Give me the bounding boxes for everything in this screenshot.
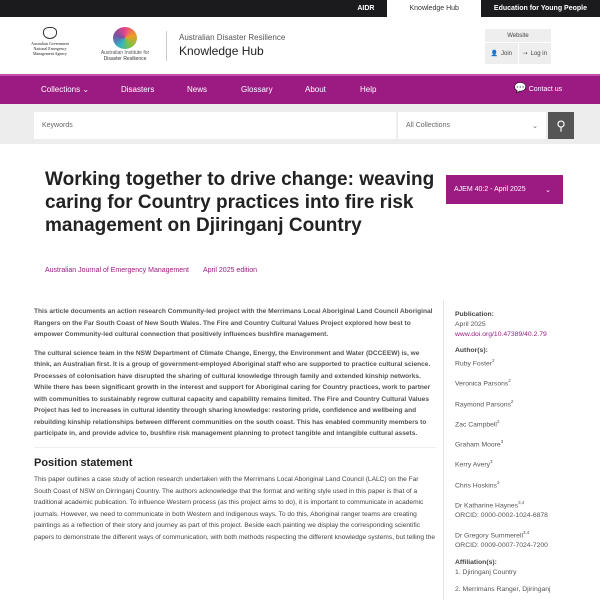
chevron-down-icon: ⌄: [82, 85, 90, 94]
aidr-line2: Disaster Resilience: [103, 56, 147, 62]
coat-of-arms-icon: [43, 27, 57, 39]
nav-help[interactable]: Help: [360, 85, 377, 94]
affiliation-item: 1. Djiringanj Country: [455, 569, 517, 577]
author-name: Veronica Parsons: [455, 380, 509, 388]
author-item[interactable]: [455, 478, 600, 491]
header-divider: [166, 31, 167, 61]
author-item[interactable]: [455, 356, 600, 369]
author-orcid: ORCID: 0000-0002-1024-6878: [455, 512, 548, 520]
sidebar-divider: [443, 300, 444, 600]
login-button[interactable]: [518, 43, 552, 64]
author-name: Raymond Parsons: [455, 400, 511, 408]
search-icon: ⚲: [556, 117, 566, 133]
top-bar: [0, 0, 600, 17]
abstract-paragraph: The cultural science team in the NSW Department of Climate Change, Energy, the Environment and Water (DCCEEW) is, we think, an Australian first. It is a group of government-employed Aboriginal staff who are supported to practice cultural science. Processes of colonisation have disrupted the sharing of cultural knowledge through family and extended kinship networks. While there has been significant growth in the interest and support for Aboriginal caring for Country practices, work to partner with communities to sustainably regrow cultural capacity and capability remains limited. The Fire and Country Cultural Values Project has led to increases in cultural identity through sharing knowledge: restoring pride, confidence and wellbeing and rebuilding kinship relationships between different communities on the south coast. This has enabled community members to participate in, and provide advice to, bushfire risk management planning to protect tangible and intangible cultural assets.: [34, 349, 431, 437]
author-name: Kerry Avery: [455, 461, 491, 469]
section-heading: Position statement: [34, 456, 133, 469]
author-item[interactable]: [455, 376, 600, 389]
author-affiliation-sup: 2: [508, 378, 511, 384]
aidr-line1: Australian Institute for: [100, 50, 150, 56]
join-button[interactable]: [485, 43, 518, 64]
search-bar: [0, 104, 600, 144]
author-affiliation-sup: 3,4: [518, 499, 525, 505]
site-subtitle: Australian Disaster Resilience: [179, 33, 286, 42]
contact-label: Contact us: [528, 86, 563, 93]
author-affiliation-sup: 3: [496, 479, 500, 485]
keywords-input[interactable]: Keywords: [34, 112, 396, 139]
chat-icon: 💬: [514, 83, 527, 94]
author-affiliation-sup: 3: [490, 459, 493, 465]
doi-link[interactable]: www.doi.org/10.47389/40.2.79: [455, 331, 547, 338]
author-orcid: ORCID: 0009-0007-7024-7200: [455, 542, 548, 550]
author-item[interactable]: [455, 457, 600, 470]
gov-line1: Australian Government: [31, 41, 69, 46]
nav-glossary[interactable]: Glossary: [241, 85, 273, 94]
chevron-down-icon: ⌄: [532, 123, 538, 130]
site-header: [0, 17, 600, 74]
author-affiliation-sup: 2: [492, 358, 495, 363]
publication-date: April 2025: [455, 321, 486, 328]
nav-disasters[interactable]: Disasters: [121, 85, 155, 94]
author-item[interactable]: [455, 417, 600, 430]
author-list: [455, 356, 600, 551]
chevron-down-icon: ⌄: [545, 186, 551, 194]
website-link[interactable]: Website: [485, 29, 551, 43]
nav-news[interactable]: News: [187, 85, 208, 94]
topbar-link-education[interactable]: Education for Young People: [493, 5, 587, 12]
login-label: Log in: [530, 50, 547, 57]
edition-select[interactable]: [446, 175, 563, 204]
author-item[interactable]: [455, 498, 600, 521]
abstract-paragraph: This article documents an action research Community-led project with the Merrimans Local Aboriginal Land Council Aboriginal Rangers on the Far South Coast of New South Wales. The Fire and Country Cultural Values Project explored how best to empower Community-led cultural connection that positively influences bushfire management.: [34, 308, 433, 338]
author-name: Ruby Foster: [455, 360, 493, 368]
affiliation-item: 2. Merrimans Ranger, Djiringanj: [455, 586, 551, 594]
aidr-flower-icon: [113, 27, 137, 49]
collection-select[interactable]: [398, 112, 546, 139]
author-affiliation-sup: 2: [510, 398, 514, 404]
topbar-link-aidr[interactable]: AIDR: [357, 5, 375, 12]
article-body: [34, 306, 436, 550]
affiliations-label: Affiliation(s):: [455, 559, 497, 567]
author-affiliation-sup: 3: [500, 439, 504, 445]
author-name: Zac Campbell: [455, 421, 497, 429]
author-name: Dr Gregory Summerell: [455, 532, 523, 540]
main-nav: [0, 74, 600, 104]
contact-us-link[interactable]: [514, 83, 562, 94]
edition-select-value: AJEM 40:2 - April 2025: [454, 186, 526, 193]
journal-link[interactable]: Australian Journal of Emergency Management: [45, 267, 189, 274]
author-name: Chris Hoskins: [455, 481, 497, 489]
author-name: Graham Moore: [455, 441, 501, 449]
topbar-link-knowledge-hub[interactable]: Knowledge Hub: [387, 0, 480, 17]
collection-value: All Collections: [406, 122, 450, 129]
edition-link[interactable]: April 2025 edition: [202, 267, 258, 274]
site-title[interactable]: Knowledge Hub: [179, 44, 264, 58]
body-paragraph: This paper outlines a case study of action research undertaken with the Merrimans Local Aboriginal Land Council (LALC) on the Far South Coast of NSW on Dirringanj Country. The authors acknowledge that the format and writing style used in this paper is that of a traditional academic publication. To influence Western process (as this project aims to do), it is important to communicate in academic journals. However, we need to communicate in both Western and Indigenous ways. To do this, Aboriginal ranger teams are creating paintings as a reflection of their story and journey as part of this project. Beside each painting we display the corresponding scientific papers to demonstrate the different ways of communication, with both methods respecting the different knowledge systems, but telling the: [34, 476, 436, 541]
author-item[interactable]: [455, 397, 600, 410]
nav-collections[interactable]: [41, 85, 89, 94]
account-panel: [485, 29, 551, 64]
gov-line2: National Emergency Management Agency: [32, 46, 68, 57]
publication-label: Publication:: [455, 311, 494, 318]
login-icon: ⇢: [522, 51, 528, 57]
join-label: Join: [500, 50, 512, 57]
article-sidebar: [455, 307, 600, 602]
author-item[interactable]: [455, 437, 600, 450]
aidr-logo[interactable]: [94, 27, 156, 62]
author-item[interactable]: [455, 528, 600, 551]
author-name: Dr Katharine Haynes: [455, 502, 519, 510]
author-affiliation-sup: 2: [496, 418, 500, 424]
article-meta: [45, 267, 257, 274]
search-button[interactable]: [548, 112, 574, 139]
nav-collections-label: Collections: [41, 85, 81, 94]
article-title: Working together to drive change: weaving caring for Country practices into fire risk management on Djiringanj Country: [45, 169, 435, 236]
authors-label: Author(s):: [455, 347, 488, 354]
government-logo[interactable]: [30, 27, 70, 57]
author-affiliation-sup: 3,4: [522, 530, 530, 536]
section-divider: [34, 447, 436, 448]
user-icon: 👤: [490, 51, 498, 57]
nav-about[interactable]: About: [305, 85, 326, 94]
